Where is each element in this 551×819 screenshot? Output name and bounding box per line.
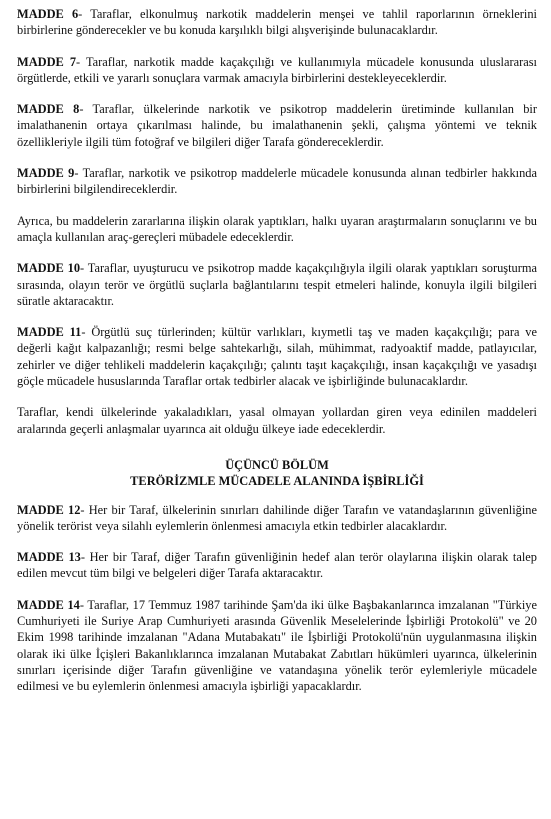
article-text: - Her bir Taraf, ülkelerinin sınırları dahilinde diğer Tarafın ve vatandaşlarının güvenliğine yönelik terörist veya silahlı eylemlerin önlenmesi amacıyla etkin tedbirler alacaklardır. xyxy=(17,502,537,533)
article-9-continuation xyxy=(17,213,537,246)
section-header xyxy=(17,457,537,490)
article-label: MADDE 7 xyxy=(17,54,77,69)
article-12 xyxy=(17,502,537,535)
article-text: - Taraflar, ülkelerinde narkotik ve psikotrop maddelerin üretiminde kullanılan bir imalathanenin ortaya çıkarılması halinde, bu imalathanenin şekli, çalışma yöntemi ve teknik özellikleriyle ilgili tüm fotoğraf ve bilgileri diğer Tarafa göndereceklerdir. xyxy=(17,102,537,149)
article-label: MADDE 6 xyxy=(17,7,79,21)
article-text: - Örgütlü suç türlerinden; kültür varlıkları, kıymetli taş ve maden kaçakçılığı; para ve değerli kağıt kalpazanlığı; resmi belge sahtekarlığı, silah, mühimmat, radyoaktif madde, patlayıcılar, zehirler ve diğer tehlikeli maddelerin kaçakçılığı; çalıntı taşıt kaçakçılığı, insan kaçakçılığı ve yasadışı göçle mücadele hususlarında Taraflar ortak tedbirler alacak ve işbirliğinde bulunacaklardır. xyxy=(17,325,537,389)
article-6 xyxy=(17,6,537,39)
paragraph-text: Taraflar, kendi ülkelerinde yakaladıkları, yasal olmayan yollardan giren veya edinilen maddeleri aralarında geçerli anlaşmalar uyarınca ait olduğu ülkeye iade edeceklerdir. xyxy=(17,405,537,436)
article-13 xyxy=(17,549,537,582)
section-subtitle: TERÖRİZMLE MÜCADELE ALANINDA İŞBİRLİĞİ xyxy=(130,474,424,489)
article-10 xyxy=(17,260,537,309)
article-text: - Taraflar, 17 Temmuz 1987 tarihinde Şam'da iki ülke Başbakanlarınca imzalanan "Türkiye Cumhuriyeti ile Suriye Arap Cumhuriyeti arasında Güvenlik Meselelerinde İşbirliği Protokolü" ve 20 Ekim 1998 tarihinde imzalanan "Adana Mutabakatı" ile İşbirliği Protokolü'nün uygulanmasına ilişkin olarak iki ülke İçişleri Bakanlıklarınca imzalanan Mutabakat Zabıtları hükümleri uyarınca, ülkelerinin sınırları içerisinde diğer Tarafın güvenliğine ve vatandaşına yönelik terör eylemleriyle mücadele edilmesi ve bu eylemlerin önlenmesi amacıyla işbirliği yapacaklardır. xyxy=(17,597,537,694)
article-label: MADDE 13 xyxy=(17,550,81,565)
article-label: MADDE 9 xyxy=(17,166,75,181)
document-page xyxy=(17,6,537,710)
section-title: ÜÇÜNCÜ BÖLÜM xyxy=(225,457,329,472)
article-label: MADDE 10 xyxy=(17,261,81,276)
article-text: - Taraflar, narkotik madde kaçakçılığı ve kullanımıyla mücadele konusunda uluslararası örgütlerde, etkili ve yararlı sonuçlara varmak amacıyla birbirlerini destekleyeceklerdir. xyxy=(17,54,537,85)
article-text: - Her bir Taraf, diğer Tarafın güvenliğinin hedef alan terör olaylarına ilişkin olarak talep edilen mevcut tüm bilgi ve belgeleri diğer Tarafa aktaracaktır. xyxy=(17,550,537,581)
article-11-continuation xyxy=(17,404,537,437)
article-7 xyxy=(17,54,537,87)
article-text: - Taraflar, elkonulmuş narkotik maddelerin menşei ve tahlil raporlarının örneklerini birbirlerine gönderecekler ve bu konuda karşılıklı bilgi alışverişinde bulunacaklardır. xyxy=(17,7,537,38)
article-14 xyxy=(17,597,537,695)
article-label: MADDE 11 xyxy=(17,325,82,340)
article-8 xyxy=(17,101,537,150)
article-11 xyxy=(17,324,537,389)
article-label: MADDE 8 xyxy=(17,102,80,117)
article-text: - Taraflar, narkotik ve psikotrop maddelerle mücadele konusunda alınan tedbirler hakkında birbirlerini bilgilendireceklerdir. xyxy=(17,166,537,197)
article-label: MADDE 14 xyxy=(17,597,80,612)
article-label: MADDE 12 xyxy=(17,502,81,517)
article-9 xyxy=(17,165,537,198)
paragraph-text: Ayrıca, bu maddelerin zararlarına ilişkin olarak yaptıkları, halkı uyaran araştırmaların sonuçlarını ve bu amaçla kullanılan araç-gereçleri mübadele edeceklerdir. xyxy=(17,213,537,244)
article-text: - Taraflar, uyuşturucu ve psikotrop madde kaçakçılığıyla ilgili olarak yaptıkları soruşturma sırasında, olayın terör ve örgütlü suçlarla bağlantılarını tespit etmeleri halinde, konuyla ilgili bilgileri süratle aktaracaktır. xyxy=(17,261,538,308)
